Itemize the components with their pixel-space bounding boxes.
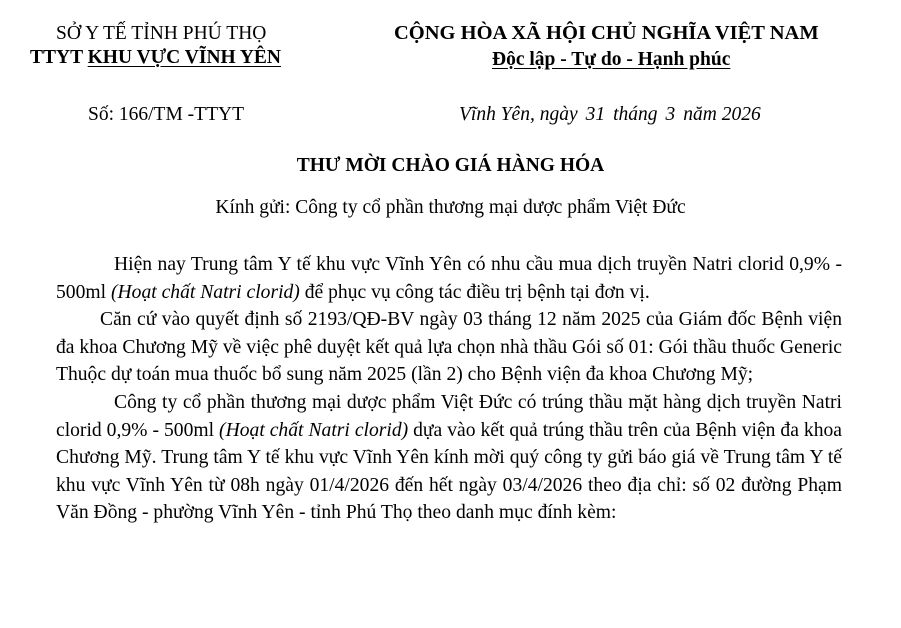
issuing-unit-name: KHU VỰC VĨNH YÊN: [87, 47, 282, 68]
date-month-label: tháng: [613, 104, 658, 125]
document-number: [88, 104, 244, 126]
national-motto-text: Độc lập - Tự do - Hạnh phúc: [492, 49, 731, 70]
paragraph-3-text: Công ty cổ phần thương mại dược phẩm Việt Đức có trúng thầu mặt hàng dịch truyền Natri clorid 0,9% - 500ml: [56, 391, 842, 441]
date-line: [459, 104, 761, 126]
issuing-unit: [30, 47, 281, 69]
paragraph-3-text-end: dựa vào kết quả trúng thầu trên của Bệnh viện đa khoa Chương Mỹ. Trung tâm Y tế khu vực Vĩnh Yên kính mời quý công ty gửi báo giá về Trung tâm Y tế khu vực Vĩnh Yên từ 08h ngày 01/4/2026 đến hết ngày 03/4/2026 theo địa chỉ: số 02 đường Phạm Văn Đồng - phường Vĩnh Yên - tỉnh Phú Thọ theo danh mục đính kèm:: [56, 419, 842, 524]
date-year: 2026: [721, 104, 761, 125]
recipient-greeting: Kính gửi: Công ty cổ phần thương mại dược phẩm Việt Đức: [215, 197, 686, 218]
paragraph-3-active-ingredient: (Hoạt chất Natri clorid): [219, 419, 409, 441]
letter-body: [56, 251, 842, 527]
issuing-department: SỞ Y TẾ TỈNH PHÚ THỌ: [56, 23, 267, 44]
document-number-label: Số:: [88, 104, 119, 125]
paragraph-1-active-ingredient: (Hoạt chất Natri clorid): [110, 281, 300, 303]
paragraph-3: [56, 389, 842, 527]
national-motto: [492, 49, 730, 71]
document-title: THƯ MỜI CHÀO GIÁ HÀNG HÓA: [296, 155, 605, 176]
paragraph-1-text: Hiện nay Trung tâm Y tế khu vực Vĩnh Yên có nhu cầu mua dịch truyền Natri clorid 0,9% - 500ml: [56, 254, 842, 303]
date-year-label: năm: [683, 104, 717, 125]
date-place: Vĩnh Yên, ngày: [459, 104, 578, 125]
date-day: 31: [585, 104, 606, 125]
national-title: CỘNG HÒA XÃ HỘI CHỦ NGHĨA VIỆT NAM: [394, 22, 819, 44]
paragraph-1-text-end: để phục vụ công tác điều trị bệnh tại đơn vị.: [299, 281, 650, 303]
paragraph-1: [56, 251, 842, 306]
document-number-value: 166/TM -TTYT: [118, 104, 244, 125]
issuing-unit-prefix: TTYT: [30, 47, 88, 68]
date-month: 3: [665, 104, 676, 125]
paragraph-2: Căn cứ vào quyết định số 2193/QĐ-BV ngày 03 tháng 12 năm 2025 của Giám đốc Bệnh viện đa khoa Chương Mỹ về việc phê duyệt kết quả lựa chọn nhà thầu Gói số 01: Gói thầu thuốc Generic Thuộc dự toán mua thuốc bổ sung năm 2025 (lần 2) cho Bệnh viện đa khoa Chương Mỹ;: [56, 309, 842, 386]
